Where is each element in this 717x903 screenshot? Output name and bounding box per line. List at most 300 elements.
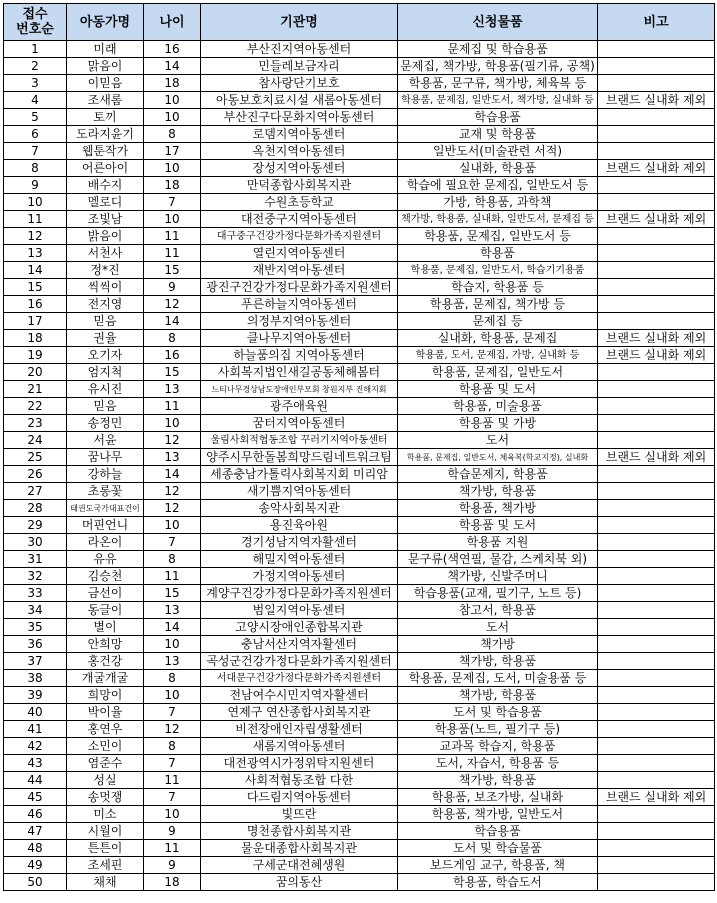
organization-cell: 고양시장애인종합복지관	[201, 619, 398, 636]
note-cell: 브랜드 실내화 제외	[598, 789, 715, 806]
organization-cell: 의정부지역아동센터	[201, 313, 398, 330]
organization-cell: 울림사회적협동조합 꾸러기지역아동센터	[201, 432, 398, 449]
requested-items-cell: 학용품, 문제집, 책가방 등	[398, 296, 598, 313]
child-alias-cell: 별이	[67, 619, 144, 636]
note-cell: 브랜드 실내화 제외	[598, 330, 715, 347]
organization-cell: 해밀지역아동센터	[201, 551, 398, 568]
child-alias-cell: 시월이	[67, 823, 144, 840]
child-alias-cell: 김승천	[67, 568, 144, 585]
child-alias-cell: 웹툰작가	[67, 143, 144, 160]
requested-items-cell: 학용품, 보조가방, 실내화	[398, 789, 598, 806]
organization-cell: 송악사회복지관	[201, 500, 398, 517]
note-cell: 브랜드 실내화 제외	[598, 160, 715, 177]
table-row	[4, 619, 715, 636]
requested-items-cell: 책가방, 신발주머니	[398, 568, 598, 585]
requested-items-cell: 학용품(노트, 필기구 등)	[398, 721, 598, 738]
table-row	[4, 58, 715, 75]
table-row	[4, 126, 715, 143]
note-cell	[598, 143, 715, 160]
requested-items-cell: 문제집 등	[398, 313, 598, 330]
header-requested-items: 신청물품	[398, 4, 598, 41]
requested-items-cell: 도서, 자습서, 학용품 등	[398, 755, 598, 772]
note-cell	[598, 228, 715, 245]
table-row	[4, 653, 715, 670]
organization-cell: 클나무지역아동센터	[201, 330, 398, 347]
child-alias-cell: 박이율	[67, 704, 144, 721]
note-cell	[598, 687, 715, 704]
note-cell	[598, 517, 715, 534]
child-alias-cell: 씩씩이	[67, 279, 144, 296]
receipt-number-cell: 45	[4, 789, 67, 806]
table-row	[4, 670, 715, 687]
child-alias-cell: 멜로디	[67, 194, 144, 211]
header-receipt-number	[4, 4, 67, 41]
child-alias-cell: 동글이	[67, 602, 144, 619]
child-alias-cell: 안희망	[67, 636, 144, 653]
requested-items-cell: 실내화, 학용품	[398, 160, 598, 177]
organization-cell: 대전광역시가정위탁지원센터	[201, 755, 398, 772]
table-body	[4, 41, 715, 891]
note-cell	[598, 568, 715, 585]
age-cell: 14	[144, 58, 201, 75]
age-cell: 7	[144, 755, 201, 772]
application-table	[3, 3, 715, 891]
organization-cell: 수원초등학교	[201, 194, 398, 211]
organization-cell: 범일지역아동센터	[201, 602, 398, 619]
requested-items-cell: 책가방	[398, 636, 598, 653]
organization-cell: 열린지역아동센터	[201, 245, 398, 262]
note-cell	[598, 313, 715, 330]
note-cell	[598, 381, 715, 398]
table-row	[4, 823, 715, 840]
organization-cell: 사회적협동조합 다한	[201, 772, 398, 789]
note-cell	[598, 636, 715, 653]
receipt-number-cell: 32	[4, 568, 67, 585]
note-cell	[598, 755, 715, 772]
receipt-number-cell: 1	[4, 41, 67, 58]
application-list-sheet	[3, 3, 714, 891]
table-row	[4, 398, 715, 415]
receipt-number-cell: 2	[4, 58, 67, 75]
age-cell: 18	[144, 874, 201, 891]
requested-items-cell: 학용품, 학습도서	[398, 874, 598, 891]
age-cell: 13	[144, 602, 201, 619]
requested-items-cell: 책가방, 학용품	[398, 653, 598, 670]
age-cell: 8	[144, 551, 201, 568]
note-cell	[598, 58, 715, 75]
receipt-number-cell: 46	[4, 806, 67, 823]
receipt-number-cell: 22	[4, 398, 67, 415]
age-cell: 10	[144, 517, 201, 534]
receipt-number-cell: 27	[4, 483, 67, 500]
age-cell: 13	[144, 381, 201, 398]
requested-items-cell: 도서	[398, 619, 598, 636]
table-row	[4, 313, 715, 330]
organization-cell: 대구중구건강가정다문화가족지원센터	[201, 228, 398, 245]
receipt-number-cell: 41	[4, 721, 67, 738]
table-row	[4, 500, 715, 517]
receipt-number-cell: 42	[4, 738, 67, 755]
table-row	[4, 109, 715, 126]
receipt-number-cell: 25	[4, 449, 67, 466]
child-alias-cell: 어른아이	[67, 160, 144, 177]
age-cell: 10	[144, 415, 201, 432]
note-cell	[598, 483, 715, 500]
note-cell	[598, 874, 715, 891]
receipt-number-cell: 34	[4, 602, 67, 619]
note-cell	[598, 585, 715, 602]
note-cell	[598, 840, 715, 857]
note-cell	[598, 806, 715, 823]
requested-items-cell: 도서	[398, 432, 598, 449]
table-row	[4, 347, 715, 364]
receipt-number-cell: 37	[4, 653, 67, 670]
organization-cell: 전남여수시민지역자활센터	[201, 687, 398, 704]
receipt-number-cell: 31	[4, 551, 67, 568]
receipt-number-cell: 20	[4, 364, 67, 381]
table-row	[4, 857, 715, 874]
note-cell	[598, 177, 715, 194]
age-cell: 12	[144, 721, 201, 738]
requested-items-cell: 교과목 학습지, 학용품	[398, 738, 598, 755]
table-row	[4, 636, 715, 653]
requested-items-cell: 학습용품	[398, 109, 598, 126]
note-cell	[598, 738, 715, 755]
note-cell: 브랜드 실내화 제외	[598, 347, 715, 364]
child-alias-cell: 미래	[67, 41, 144, 58]
age-cell: 7	[144, 704, 201, 721]
receipt-number-cell: 47	[4, 823, 67, 840]
child-alias-cell: 미소	[67, 806, 144, 823]
table-row	[4, 806, 715, 823]
requested-items-cell: 책가방, 학용품	[398, 687, 598, 704]
requested-items-cell: 책가방, 학용품	[398, 483, 598, 500]
requested-items-cell: 학용품, 문제집, 일반도서 등	[398, 228, 598, 245]
receipt-number-cell: 50	[4, 874, 67, 891]
age-cell: 16	[144, 41, 201, 58]
age-cell: 8	[144, 670, 201, 687]
child-alias-cell: 조새롬	[67, 92, 144, 109]
requested-items-cell: 학용품, 도서, 문제집, 가방, 실내화 등	[398, 347, 598, 364]
requested-items-cell: 책가방, 학용품	[398, 772, 598, 789]
organization-cell: 민들레보금자리	[201, 58, 398, 75]
child-alias-cell: 믿음	[67, 398, 144, 415]
organization-cell: 푸른하늘지역아동센터	[201, 296, 398, 313]
table-row	[4, 687, 715, 704]
age-cell: 12	[144, 483, 201, 500]
note-cell: 브랜드 실내화 제외	[598, 92, 715, 109]
note-cell	[598, 466, 715, 483]
organization-cell: 장성지역아동센터	[201, 160, 398, 177]
child-alias-cell: 토끼	[67, 109, 144, 126]
table-row	[4, 415, 715, 432]
requested-items-cell: 학용품, 책가방, 일반도서	[398, 806, 598, 823]
table-row	[4, 194, 715, 211]
child-alias-cell: 채채	[67, 874, 144, 891]
note-cell	[598, 398, 715, 415]
organization-cell: 용진육아원	[201, 517, 398, 534]
note-cell	[598, 619, 715, 636]
organization-cell: 계양구건강가정다문화가족지원센터	[201, 585, 398, 602]
table-row	[4, 551, 715, 568]
receipt-number-cell: 14	[4, 262, 67, 279]
table-row	[4, 92, 715, 109]
table-row	[4, 840, 715, 857]
requested-items-cell: 도서 및 학습용품	[398, 704, 598, 721]
age-cell: 9	[144, 857, 201, 874]
requested-items-cell: 학용품 및 도서	[398, 381, 598, 398]
child-alias-cell: 배수지	[67, 177, 144, 194]
child-alias-cell: 꿈나무	[67, 449, 144, 466]
requested-items-cell: 학용품, 문제집, 일반도서, 체육복(학교지정), 실내화	[398, 449, 598, 466]
requested-items-cell: 학용품 및 가방	[398, 415, 598, 432]
age-cell: 7	[144, 194, 201, 211]
child-alias-cell: 밝음이	[67, 228, 144, 245]
requested-items-cell: 학습에 필요한 문제집, 일반도서 등	[398, 177, 598, 194]
age-cell: 14	[144, 619, 201, 636]
age-cell: 13	[144, 449, 201, 466]
requested-items-cell: 책가방, 학용품, 실내화, 일반도서, 문제집 등	[398, 211, 598, 228]
receipt-number-cell: 18	[4, 330, 67, 347]
child-alias-cell: 정*진	[67, 262, 144, 279]
age-cell: 15	[144, 585, 201, 602]
table-row	[4, 534, 715, 551]
table-row	[4, 177, 715, 194]
requested-items-cell: 도서 및 학습물품	[398, 840, 598, 857]
requested-items-cell: 학습용품(교재, 필기구, 노트 등)	[398, 585, 598, 602]
child-alias-cell: 홍연우	[67, 721, 144, 738]
requested-items-cell: 학용품, 책가방	[398, 500, 598, 517]
note-cell	[598, 772, 715, 789]
organization-cell: 세종충남가톨릭사회복지회 미리암	[201, 466, 398, 483]
note-cell	[598, 602, 715, 619]
child-alias-cell: 오기자	[67, 347, 144, 364]
table-row	[4, 738, 715, 755]
note-cell: 브랜드 실내화 제외	[598, 211, 715, 228]
age-cell: 10	[144, 806, 201, 823]
note-cell	[598, 126, 715, 143]
organization-cell: 사회복지법인새길공동체해봄터	[201, 364, 398, 381]
table-row	[4, 330, 715, 347]
organization-cell: 만덕종합사회복지관	[201, 177, 398, 194]
child-alias-cell: 이믿음	[67, 75, 144, 92]
age-cell: 15	[144, 364, 201, 381]
header-child-alias: 아동가명	[67, 4, 144, 41]
child-alias-cell: 송멋쟁	[67, 789, 144, 806]
receipt-number-cell: 15	[4, 279, 67, 296]
table-row	[4, 75, 715, 92]
age-cell: 10	[144, 92, 201, 109]
organization-cell: 로뎀지역아동센터	[201, 126, 398, 143]
note-cell	[598, 109, 715, 126]
age-cell: 10	[144, 636, 201, 653]
note-cell	[598, 500, 715, 517]
requested-items-cell: 참고서, 학용품	[398, 602, 598, 619]
child-alias-cell: 전지영	[67, 296, 144, 313]
age-cell: 18	[144, 75, 201, 92]
child-alias-cell: 홍건강	[67, 653, 144, 670]
receipt-number-cell: 8	[4, 160, 67, 177]
header-row	[4, 4, 715, 41]
child-alias-cell: 조빛남	[67, 211, 144, 228]
organization-cell: 부산진지역아동센터	[201, 41, 398, 58]
age-cell: 9	[144, 279, 201, 296]
requested-items-cell: 문구류(색연필, 물감, 스케치북 외)	[398, 551, 598, 568]
table-row	[4, 721, 715, 738]
age-cell: 10	[144, 687, 201, 704]
requested-items-cell: 학용품	[398, 245, 598, 262]
requested-items-cell: 보드게임 교구, 학용품, 책	[398, 857, 598, 874]
requested-items-cell: 학용품, 문제집, 일반도서, 책가방, 실내화 등	[398, 92, 598, 109]
table-row	[4, 568, 715, 585]
child-alias-cell: 튼튼이	[67, 840, 144, 857]
child-alias-cell: 도라지윤기	[67, 126, 144, 143]
header-note: 비고	[598, 4, 715, 41]
note-cell	[598, 721, 715, 738]
organization-cell: 물운대종합사회복지관	[201, 840, 398, 857]
requested-items-cell: 가방, 학용품, 과학책	[398, 194, 598, 211]
table-row	[4, 211, 715, 228]
table-row	[4, 41, 715, 58]
note-cell	[598, 534, 715, 551]
child-alias-cell: 서천사	[67, 245, 144, 262]
receipt-number-cell: 9	[4, 177, 67, 194]
receipt-number-cell: 12	[4, 228, 67, 245]
age-cell: 8	[144, 126, 201, 143]
requested-items-cell: 문제집, 책가방, 학용품(필기류, 공책)	[398, 58, 598, 75]
receipt-number-cell: 11	[4, 211, 67, 228]
organization-cell: 충남서산지역자활센터	[201, 636, 398, 653]
child-alias-cell: 송정민	[67, 415, 144, 432]
table-row	[4, 364, 715, 381]
requested-items-cell: 교재 및 학용품	[398, 126, 598, 143]
table-row	[4, 449, 715, 466]
receipt-number-cell: 21	[4, 381, 67, 398]
organization-cell: 명천종합사회복지관	[201, 823, 398, 840]
age-cell: 8	[144, 330, 201, 347]
note-cell	[598, 75, 715, 92]
requested-items-cell: 학용품, 문제집, 일반도서, 학습기기용품	[398, 262, 598, 279]
receipt-number-cell: 26	[4, 466, 67, 483]
child-alias-cell: 개굴개굴	[67, 670, 144, 687]
age-cell: 7	[144, 789, 201, 806]
age-cell: 9	[144, 823, 201, 840]
organization-cell: 양주시무한돌봄희망드림네트워크팀	[201, 449, 398, 466]
organization-cell: 연제구 연산종합사회복지관	[201, 704, 398, 721]
receipt-number-cell: 38	[4, 670, 67, 687]
organization-cell: 광주애육원	[201, 398, 398, 415]
table-row	[4, 789, 715, 806]
organization-cell: 빛뜨란	[201, 806, 398, 823]
note-cell	[598, 296, 715, 313]
note-cell	[598, 704, 715, 721]
receipt-number-cell: 43	[4, 755, 67, 772]
table-row	[4, 483, 715, 500]
child-alias-cell: 유유	[67, 551, 144, 568]
requested-items-cell: 문제집 및 학습용품	[398, 41, 598, 58]
note-cell	[598, 823, 715, 840]
note-cell	[598, 279, 715, 296]
age-cell: 11	[144, 840, 201, 857]
receipt-number-cell: 44	[4, 772, 67, 789]
age-cell: 11	[144, 228, 201, 245]
table-row	[4, 755, 715, 772]
organization-cell: 경기성남지역자활센터	[201, 534, 398, 551]
receipt-number-cell: 24	[4, 432, 67, 449]
note-cell	[598, 41, 715, 58]
child-alias-cell: 금선이	[67, 585, 144, 602]
requested-items-cell: 학용품, 문제집, 도서, 미술용품 등	[398, 670, 598, 687]
age-cell: 10	[144, 160, 201, 177]
requested-items-cell: 학습지, 학용품 등	[398, 279, 598, 296]
child-alias-cell: 유시진	[67, 381, 144, 398]
table-row	[4, 466, 715, 483]
age-cell: 12	[144, 500, 201, 517]
header-receipt-number-line1: 접수	[22, 7, 48, 22]
receipt-number-cell: 29	[4, 517, 67, 534]
requested-items-cell: 학용품, 문제집, 일반도서	[398, 364, 598, 381]
header-receipt-number-line2: 번호순	[16, 22, 54, 37]
receipt-number-cell: 13	[4, 245, 67, 262]
child-alias-cell: 권율	[67, 330, 144, 347]
child-alias-cell: 서윤	[67, 432, 144, 449]
receipt-number-cell: 10	[4, 194, 67, 211]
organization-cell: 하늘품의집 지역아동센터	[201, 347, 398, 364]
organization-cell: 부산진구다문화지역아동센터	[201, 109, 398, 126]
organization-cell: 꿈의동산	[201, 874, 398, 891]
receipt-number-cell: 36	[4, 636, 67, 653]
header-age: 나이	[144, 4, 201, 41]
note-cell	[598, 364, 715, 381]
organization-cell: 구세군대전혜생원	[201, 857, 398, 874]
age-cell: 12	[144, 432, 201, 449]
note-cell	[598, 670, 715, 687]
organization-cell: 느티나무경상남도장애인부모회 창원지부 진해지회	[201, 381, 398, 398]
age-cell: 10	[144, 109, 201, 126]
note-cell	[598, 245, 715, 262]
age-cell: 11	[144, 398, 201, 415]
table-row	[4, 228, 715, 245]
requested-items-cell: 학용품 및 도서	[398, 517, 598, 534]
note-cell	[598, 653, 715, 670]
note-cell	[598, 551, 715, 568]
requested-items-cell: 학용품, 문구류, 책가방, 체육복 등	[398, 75, 598, 92]
table-row	[4, 772, 715, 789]
table-row	[4, 245, 715, 262]
receipt-number-cell: 39	[4, 687, 67, 704]
organization-cell: 서대문구건강가정다문화가족지원센터	[201, 670, 398, 687]
requested-items-cell: 학용품 지원	[398, 534, 598, 551]
child-alias-cell: 성실	[67, 772, 144, 789]
receipt-number-cell: 40	[4, 704, 67, 721]
child-alias-cell: 희망이	[67, 687, 144, 704]
child-alias-cell: 염준수	[67, 755, 144, 772]
table-row	[4, 160, 715, 177]
table-row	[4, 262, 715, 279]
requested-items-cell: 학습용품	[398, 823, 598, 840]
receipt-number-cell: 16	[4, 296, 67, 313]
age-cell: 7	[144, 534, 201, 551]
receipt-number-cell: 19	[4, 347, 67, 364]
organization-cell: 꿈터지역아동센터	[201, 415, 398, 432]
receipt-number-cell: 48	[4, 840, 67, 857]
organization-cell: 아동보호치료시설 새롬아동센터	[201, 92, 398, 109]
child-alias-cell: 소민이	[67, 738, 144, 755]
table-row	[4, 143, 715, 160]
receipt-number-cell: 5	[4, 109, 67, 126]
organization-cell: 광진구건강가정다문화가족지원센터	[201, 279, 398, 296]
receipt-number-cell: 23	[4, 415, 67, 432]
